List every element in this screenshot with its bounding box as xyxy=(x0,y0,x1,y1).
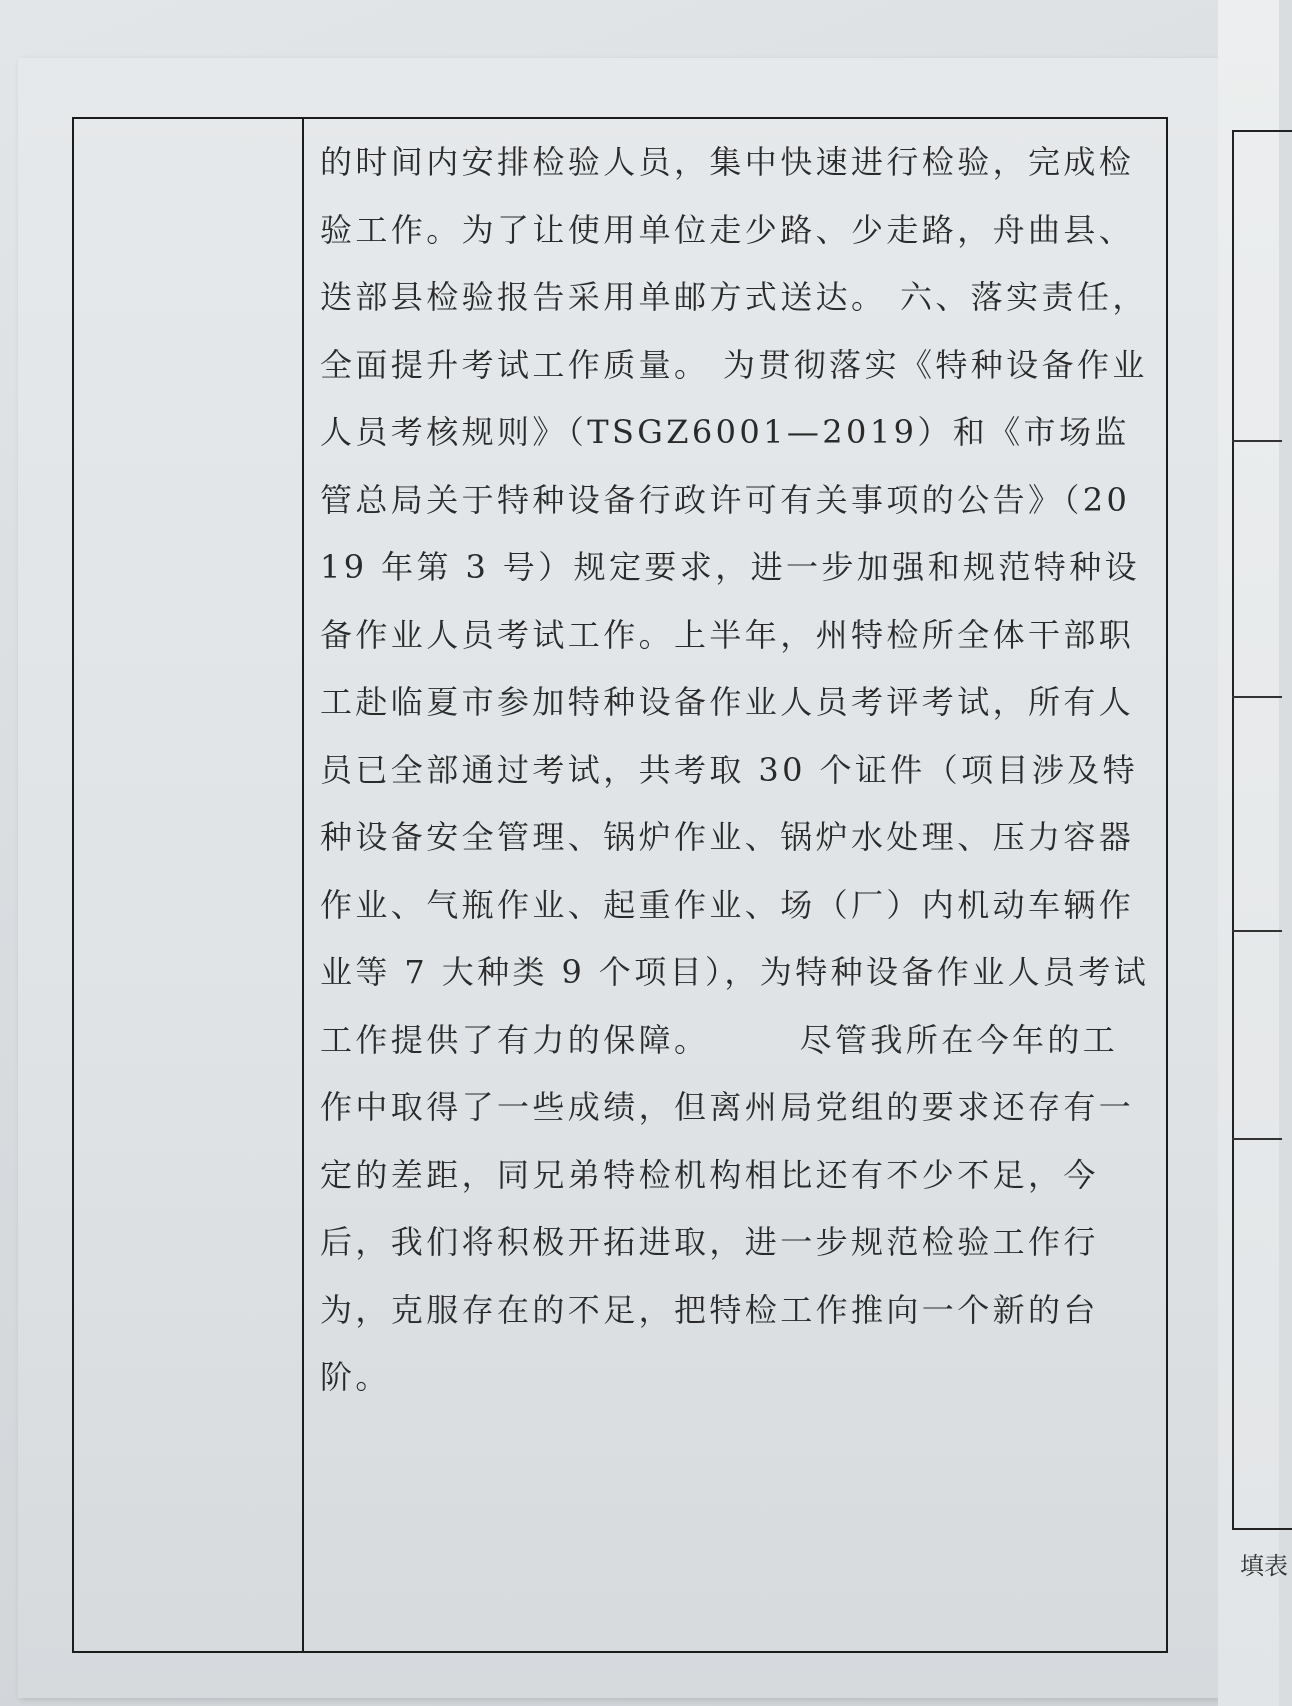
adjacent-page xyxy=(1218,0,1288,1706)
adjacent-footer-text: 填表 xyxy=(1240,1552,1288,1580)
adjacent-table-border xyxy=(1232,130,1292,1530)
adjacent-table-rule xyxy=(1232,696,1282,698)
adjacent-table-rule xyxy=(1232,1138,1282,1140)
adjacent-table-rule xyxy=(1232,440,1282,442)
body-paragraph: 的时间内安排检验人员，集中快速进行检验，完成检验工作。为了让使用单位走少路、少走路，舟曲县、迭部县检验报告采用单邮方式送达。 六、落实责任，全面提升考试工作质量。 为贯彻落实《特种设备作业人员考核规则》（TSGZ6001—2019）和《市场监管总局关于特种设备行政许可有关事项的公告》（2019 年第 3 号）规定要求，进一步加强和规范特种设备作业人员考试工作。上半年，州特检所全体干部职工赴临夏市参加特种设备作业人员考评考试，所有人员已全部通过考试，共考取 30 个证件（项目涉及特种设备安全管理、锅炉作业、锅炉水处理、压力容器作业、气瓶作业、起重作业、场（厂）内机动车辆作业等 7 大种类 9 个项目），为特种设备作业人员考试工作提供了有力的保障。 尽管我所在今年的工作中取得了一些成绩，但离州局党组的要求还存有一定的差距，同兄弟特检机构相比还有不少不足，今后，我们将积极开拓进取，进一步规范检验工作行为，克服存在的不足，把特检工作推向一个新的台阶。 xyxy=(320,143,1150,1396)
label-column-cell xyxy=(74,119,304,1651)
content-cell xyxy=(306,119,1166,1651)
adjacent-table-rule xyxy=(1232,930,1282,932)
form-table xyxy=(72,117,1168,1653)
